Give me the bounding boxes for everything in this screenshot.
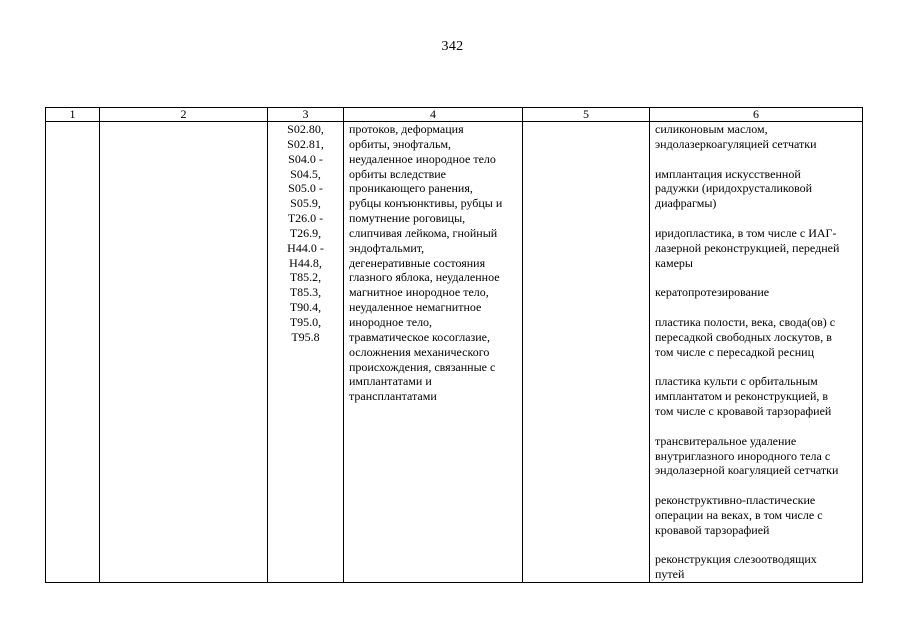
diagnosis-line: глазного яблока, неудаленное [349,270,500,285]
document-table [45,107,863,583]
diagnosis-line: трансплантатами [349,389,437,404]
icd-code: H44.8, [289,255,322,270]
icd-code: T95.0, [289,314,322,329]
icd-code: S04.5, [290,166,321,181]
cell-treatment-methods [650,122,863,583]
icd-code: T85.3, [289,285,322,300]
diagnosis-line: слипчивая лейкома, гнойный [349,225,498,240]
treatment-line: диафрагмы) [655,196,717,211]
diagnosis-line: магнитное инородное тело, [349,285,489,300]
header-col-4: 4 [344,108,523,122]
diagnosis-line: имплантатами и [349,374,432,389]
treatment-line: имплантация искусственной [655,166,801,181]
treatment-line: эндолазерной коагуляцией сетчатки [655,463,839,478]
diagnosis-line: помутнение роговицы, [349,211,466,226]
diagnosis-line: неудаленное инородное тело [349,151,496,166]
treatment-line: реконструкция слезоотводящих [655,552,817,567]
diagnosis-line: рубцы конъюнктивы, рубцы и [349,196,503,211]
treatment-method [655,434,860,479]
treatment-line: внутриглазного инородного тела с [655,448,831,463]
treatment-method [655,552,860,582]
page-number: 342 [441,39,464,54]
treatment-line: имплантатом и реконструкцией, в [655,389,829,404]
icd-code: T95.8 [291,329,320,344]
header-col-6: 6 [650,108,863,122]
treatment-line: том числе с кровавой тарзорафией [655,404,832,419]
icd-code: S05.9, [290,196,321,211]
header-col-2: 2 [100,108,268,122]
treatment-line: радужки (иридохрусталиковой [655,181,813,196]
treatment-method [655,122,860,152]
treatment-line: иридопластика, в том числе с ИАГ- [655,225,837,240]
icd-code: S05.0 - [288,181,323,196]
treatment-line: лазерной реконструкцией, передней [655,240,840,255]
diagnosis-line: протоков, деформация [349,122,464,136]
treatment-line: силиконовым маслом, [655,122,768,136]
cell-col-5 [523,122,650,583]
treatment-line: том числе с пересадкой ресниц [655,344,815,359]
treatment-line: камеры [655,255,693,270]
diagnosis-line: происхождения, связанные с [349,359,496,374]
treatment-method [655,315,860,360]
icd-code: T90.4, [289,300,322,315]
icd-code: H44.0 - [287,240,324,255]
treatment-line: путей [655,567,685,582]
treatment-line: пересадкой свободных лоскутов, в [655,329,832,344]
cell-icd-codes [268,122,344,583]
diagnosis-line: дегенеративные состояния [349,255,486,270]
cell-col-2 [100,122,268,583]
diagnosis-line: проникающего ранения, [349,181,473,196]
diagnosis-line: орбиты вследствие [349,166,447,181]
treatment-method [655,285,860,300]
treatment-line: пластика культи с орбитальным [655,374,818,389]
treatment-line: реконструктивно-пластические [655,493,816,508]
treatment-line: кровавой тарзорафией [655,522,770,537]
diagnosis-line: орбиты, энофтальм, [349,136,452,151]
header-row [46,108,863,122]
treatment-method [655,493,860,538]
treatment-method [655,374,860,419]
icd-code: T85.2, [289,270,322,285]
diagnosis-line: эндофтальмит, [349,240,425,255]
icd-code: S02.81, [287,136,324,151]
cell-col-1 [46,122,100,583]
treatment-line: трансвитеральное удаление [655,433,797,448]
header-col-1: 1 [46,108,100,122]
treatment-method [655,167,860,212]
diagnosis-line: травматическое косоглазие, [349,329,491,344]
treatment-line: кератопротезирование [655,285,770,300]
icd-code: T26.0 - [287,211,324,226]
header-col-3: 3 [268,108,344,122]
table-row [46,122,863,583]
diagnosis-line: неудаленное немагнитное [349,300,482,315]
icd-code: T26.9, [289,225,322,240]
diagnosis-line: осложнения механического [349,344,490,359]
treatment-line: пластика полости, века, свода(ов) с [655,314,836,329]
cell-diagnosis [344,122,523,583]
treatment-line: операции на веках, в том числе с [655,507,823,522]
treatment-method [655,226,860,271]
icd-code: S04.0 - [288,151,323,166]
icd-code: S02.80, [287,122,324,136]
header-col-5: 5 [523,108,650,122]
treatment-line: эндолазеркоагуляцией сетчатки [655,136,817,151]
diagnosis-line: инородное тело, [349,314,433,329]
